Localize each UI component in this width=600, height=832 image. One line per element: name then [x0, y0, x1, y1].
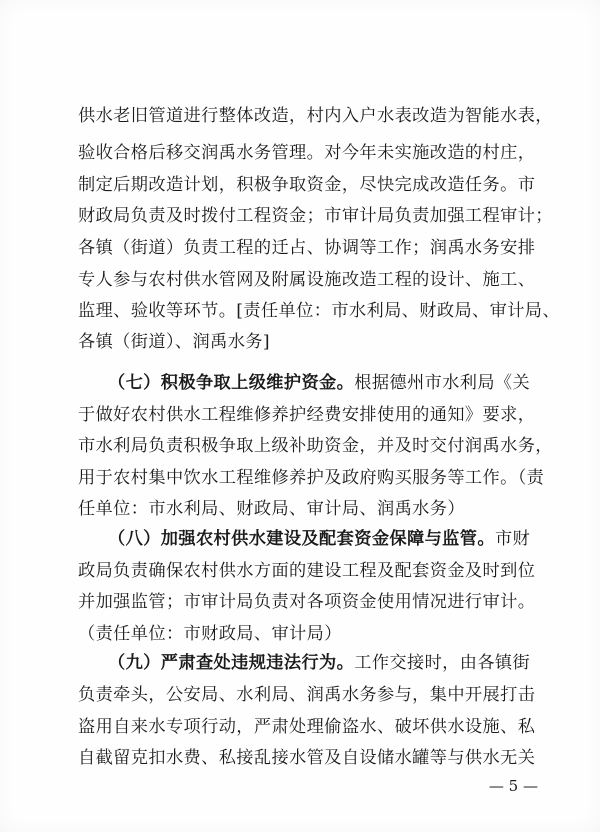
text-line: 监理、验收等环节。[责任单位：市水利局、财政局、审计局、: [78, 301, 560, 321]
text-line: 制定后期改造计划，积极争取资金，尽快完成改造任务。市: [78, 175, 536, 195]
section-7-body-start: 根据德州市水利局《关: [354, 373, 531, 393]
text-line: 盗用自来水专项行动，严肃处理偷盗水、破坏供水设施、私: [78, 717, 536, 737]
text-line: 并加强监管；市审计局负责对各项资金使用情况进行审计。: [78, 592, 536, 612]
text-line: 自截留克扣水费、私接乱接水管及自设储水罐等与供水无关: [78, 748, 536, 768]
text-line: 负责牵头，公安局、水利局、润禹水务参与，集中开展打击: [78, 685, 536, 705]
text-line: 各镇（街道）负责工程的迁占、协调等工作；润禹水务安排: [78, 238, 536, 258]
text-line: 专人参与农村供水管网及附属设施改造工程的设计、施工、: [78, 270, 536, 290]
text-line: 财政局负责及时拨付工程资金；市审计局负责加强工程审计；: [78, 206, 553, 226]
section-8-heading: （八）加强农村供水建设及配套资金保障与监管。: [108, 529, 495, 549]
text-line: （责任单位：市财政局、审计局）: [78, 624, 342, 644]
section-9-first-line: [108, 651, 538, 675]
text-line: 任单位：市水利局、财政局、审计局、润禹水务）: [78, 499, 465, 519]
section-7-heading: （七）积极争取上级维护资金。: [108, 373, 355, 393]
section-8-first-line: [108, 527, 538, 551]
section-8-body-start: 市财: [494, 529, 531, 549]
page-number: — 5 —: [488, 777, 538, 795]
text-line: 用于农村集中饮水工程维修养护及政府购买服务等工作。（责: [78, 468, 545, 488]
section-9-body-start: 工作交接时，由各镇街: [354, 653, 531, 673]
text-line: 于做好农村供水工程维修养护经费安排使用的通知》要求，: [78, 405, 536, 425]
section-7-first-line: [108, 371, 538, 395]
section-9-heading: （九）严肃查处违规违法行为。: [108, 653, 355, 673]
text-line: 各镇（街道）、润禹水务]: [78, 332, 270, 352]
text-line: 供水老旧管道进行整体改造，村内入户水表改造为智能水表，: [78, 106, 553, 126]
text-line: 政局负责确保农村供水方面的建设工程及配套资金及时到位: [78, 561, 536, 581]
text-line: 验收合格后移交润禹水务管理。对今年未实施改造的村庄，: [78, 143, 536, 163]
text-line: 市水利局负责积极争取上级补助资金，并及时交付润禹水务，: [78, 436, 553, 456]
